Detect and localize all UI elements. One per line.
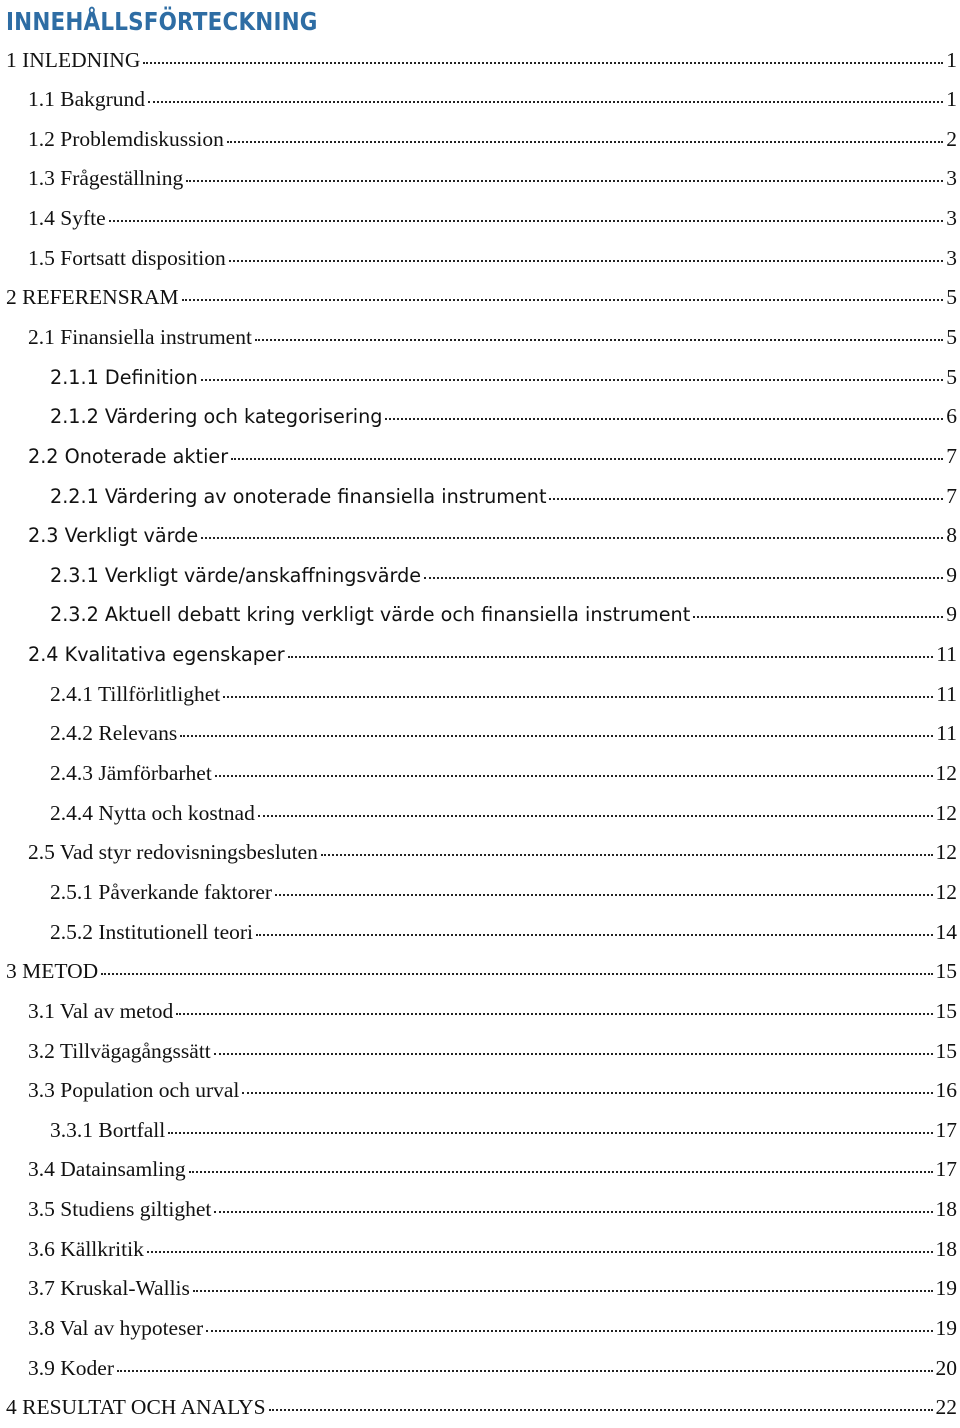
toc-entry[interactable] <box>0 794 960 834</box>
toc-entry[interactable] <box>0 437 960 477</box>
toc-entry[interactable] <box>0 952 960 992</box>
toc-entry-page-number: 15 <box>935 1038 957 1063</box>
dot-leader <box>275 893 932 896</box>
toc-entry-page-number: 17 <box>935 1157 957 1182</box>
toc-list <box>0 41 960 1428</box>
toc-entry-label: 3.2 Tillvägagångssätt <box>28 1038 211 1063</box>
toc-entry-page-number: 3 <box>946 206 957 231</box>
dot-leader <box>148 100 943 103</box>
toc-entry-label: 2.4 Kvalitativa egenskaper <box>28 643 285 667</box>
toc-entry-label: 1.5 Fortsatt disposition <box>28 245 226 270</box>
toc-entry[interactable] <box>0 199 960 239</box>
toc-entry-label: 2.1 Finansiella instrument <box>28 324 252 349</box>
toc-entry[interactable] <box>0 41 960 81</box>
toc-entry[interactable] <box>0 1032 960 1072</box>
toc-entry-page-number: 17 <box>935 1117 957 1142</box>
dot-leader <box>117 1369 933 1372</box>
toc-entry-page-number: 18 <box>935 1197 957 1222</box>
toc-entry-label: 2.1.2 Värdering och kategorisering <box>50 405 383 429</box>
toc-entry[interactable] <box>0 913 960 953</box>
dot-leader <box>206 1329 932 1332</box>
toc-entry-page-number: 16 <box>935 1078 957 1103</box>
toc-entry-label: 3.7 Kruskal-Wallis <box>28 1276 190 1301</box>
toc-entry[interactable] <box>0 635 960 675</box>
toc-entry[interactable] <box>0 278 960 318</box>
toc-entry-label: 2.4.3 Jämförbarhet <box>50 761 212 786</box>
dot-leader <box>242 1091 932 1094</box>
toc-entry[interactable] <box>0 477 960 517</box>
dot-leader <box>214 1052 933 1055</box>
dot-leader <box>223 695 933 698</box>
dot-leader <box>255 338 943 341</box>
dot-leader <box>186 179 943 182</box>
toc-entry-page-number: 5 <box>946 364 957 389</box>
toc-entry-label: 2.5.1 Påverkande faktorer <box>50 879 273 904</box>
dot-leader <box>385 417 943 420</box>
toc-entry-page-number: 11 <box>936 642 957 667</box>
toc-entry-label: 2.5.2 Institutionell teori <box>50 919 254 944</box>
toc-entry-page-number: 3 <box>946 166 957 191</box>
toc-entry-page-number: 22 <box>935 1395 957 1420</box>
toc-entry-label: 2.4.4 Nytta och kostnad <box>50 800 255 825</box>
toc-entry[interactable] <box>0 1349 960 1389</box>
dot-leader <box>182 298 944 301</box>
toc-entry-page-number: 19 <box>935 1276 957 1301</box>
toc-entry-page-number: 15 <box>935 998 957 1023</box>
toc-entry-label: 3 METOD <box>6 959 99 984</box>
toc-entry-label: 1.1 Bakgrund <box>28 87 146 112</box>
toc-entry-page-number: 6 <box>946 404 957 429</box>
toc-entry-label: 3.5 Studiens giltighet <box>28 1197 212 1222</box>
toc-entry[interactable] <box>0 1230 960 1270</box>
toc-entry-label: 2.3 Verkligt värde <box>28 524 199 548</box>
toc-entry-label: 2.5 Vad styr redovisningsbesluten <box>28 840 318 865</box>
dot-leader <box>176 1012 932 1015</box>
dot-leader <box>229 259 944 262</box>
toc-entry-label: 2.3.2 Aktuell debatt kring verkligt värde och finansiella instrument <box>50 603 691 627</box>
toc-entry-page-number: 12 <box>935 761 957 786</box>
toc-entry[interactable] <box>0 1309 960 1349</box>
dot-leader <box>201 378 943 381</box>
toc-entry[interactable] <box>0 992 960 1032</box>
dot-leader <box>168 1131 932 1134</box>
toc-entry-page-number: 8 <box>946 523 957 548</box>
toc-entry-label: 2.2 Onoterade aktier <box>28 444 229 468</box>
toc-entry-label: 1 INLEDNING <box>6 47 141 72</box>
toc-entry[interactable] <box>0 675 960 715</box>
toc-entry-page-number: 11 <box>936 681 957 706</box>
toc-entry[interactable] <box>0 120 960 160</box>
toc-entry-label: 2 REFERENSRAM <box>6 285 179 310</box>
dot-leader <box>109 219 944 222</box>
toc-entry-page-number: 9 <box>946 562 957 587</box>
toc-entry-label: 2.4.1 Tillförlitlighet <box>50 681 221 706</box>
toc-entry-page-number: 5 <box>946 324 957 349</box>
dot-leader <box>201 536 943 539</box>
toc-entry[interactable] <box>0 1071 960 1111</box>
toc-entry-page-number: 7 <box>946 483 957 508</box>
dot-leader <box>143 61 943 64</box>
toc-entry-label: 2.4.2 Relevans <box>50 721 178 746</box>
toc-entry-page-number: 11 <box>936 721 957 746</box>
toc-entry[interactable] <box>0 1190 960 1230</box>
dot-leader <box>424 576 943 579</box>
toc-entry-label: 3.1 Val av metod <box>28 998 174 1023</box>
dot-leader <box>215 774 933 777</box>
toc-entry[interactable] <box>0 1150 960 1190</box>
dot-leader <box>227 140 943 143</box>
toc-entry-page-number: 7 <box>946 443 957 468</box>
toc-entry-label: 3.6 Källkritik <box>28 1236 144 1261</box>
dot-leader <box>258 814 933 817</box>
dot-leader <box>321 853 933 856</box>
toc-entry-page-number: 1 <box>946 47 957 72</box>
toc-entry[interactable] <box>0 159 960 199</box>
toc-entry-label: 1.4 Syfte <box>28 206 106 231</box>
toc-entry[interactable] <box>0 1269 960 1309</box>
toc-entry[interactable] <box>0 595 960 635</box>
toc-entry[interactable] <box>0 833 960 873</box>
dot-leader <box>214 1210 932 1213</box>
toc-entry-page-number: 9 <box>946 602 957 627</box>
toc-entry-label: 3.3.1 Bortfall <box>50 1117 166 1142</box>
toc-title: INNEHÅLLSFÖRTECKNING <box>6 7 318 36</box>
toc-entry[interactable] <box>0 754 960 794</box>
toc-entry-page-number: 12 <box>935 840 957 865</box>
toc-entry-label: 2.3.1 Verkligt värde/anskaffningsvärde <box>50 563 422 587</box>
toc-entry[interactable] <box>0 556 960 596</box>
toc-entry-page-number: 15 <box>935 959 957 984</box>
toc-entry[interactable] <box>0 397 960 437</box>
toc-entry-page-number: 19 <box>935 1316 957 1340</box>
toc-entry-label: 4 RESULTAT OCH ANALYS <box>6 1395 266 1420</box>
toc-entry-page-number: 12 <box>935 879 957 904</box>
dot-leader <box>549 497 943 500</box>
toc-entry-label: 3.9 Koder <box>28 1355 114 1380</box>
toc-entry-page-number: 3 <box>946 245 957 270</box>
toc-entry-label: 2.1.1 Definition <box>50 365 198 389</box>
toc-entry[interactable] <box>0 516 960 556</box>
toc-entry[interactable] <box>0 80 960 120</box>
toc-entry-label: 3.3 Population och urval <box>28 1078 240 1103</box>
dot-leader <box>101 972 932 975</box>
toc-entry-label: 3.4 Datainsamling <box>28 1157 186 1182</box>
toc-entry[interactable] <box>0 318 960 358</box>
toc-entry-page-number: 12 <box>935 800 957 825</box>
dot-leader <box>193 1289 933 1292</box>
dot-leader <box>693 615 943 618</box>
toc-entry-label: 1.3 Frågeställning <box>28 166 184 191</box>
dot-leader <box>231 457 943 460</box>
toc-entry-page-number: 20 <box>935 1355 957 1380</box>
dot-leader <box>269 1408 933 1411</box>
toc-entry-page-number: 1 <box>946 87 957 112</box>
toc-entry-label: 1.2 Problemdiskussion <box>28 126 224 151</box>
toc-entry[interactable] <box>0 239 960 279</box>
toc-entry-page-number: 2 <box>946 126 957 151</box>
toc-entry[interactable] <box>0 873 960 913</box>
dot-leader <box>180 734 933 737</box>
toc-entry-page-number: 18 <box>935 1236 957 1261</box>
dot-leader <box>147 1250 933 1253</box>
toc-entry[interactable] <box>0 1111 960 1151</box>
dot-leader <box>288 655 934 658</box>
toc-entry-page-number: 5 <box>946 285 957 310</box>
toc-entry-label: 3.8 Val av hypoteser <box>28 1316 204 1340</box>
dot-leader <box>256 933 932 936</box>
dot-leader <box>189 1170 933 1173</box>
toc-entry[interactable] <box>0 1388 960 1428</box>
toc-entry-label: 2.2.1 Värdering av onoterade finansiella instrument <box>50 484 547 508</box>
toc-entry[interactable] <box>0 714 960 754</box>
toc-entry-page-number: 14 <box>935 919 957 944</box>
toc-entry[interactable] <box>0 358 960 398</box>
